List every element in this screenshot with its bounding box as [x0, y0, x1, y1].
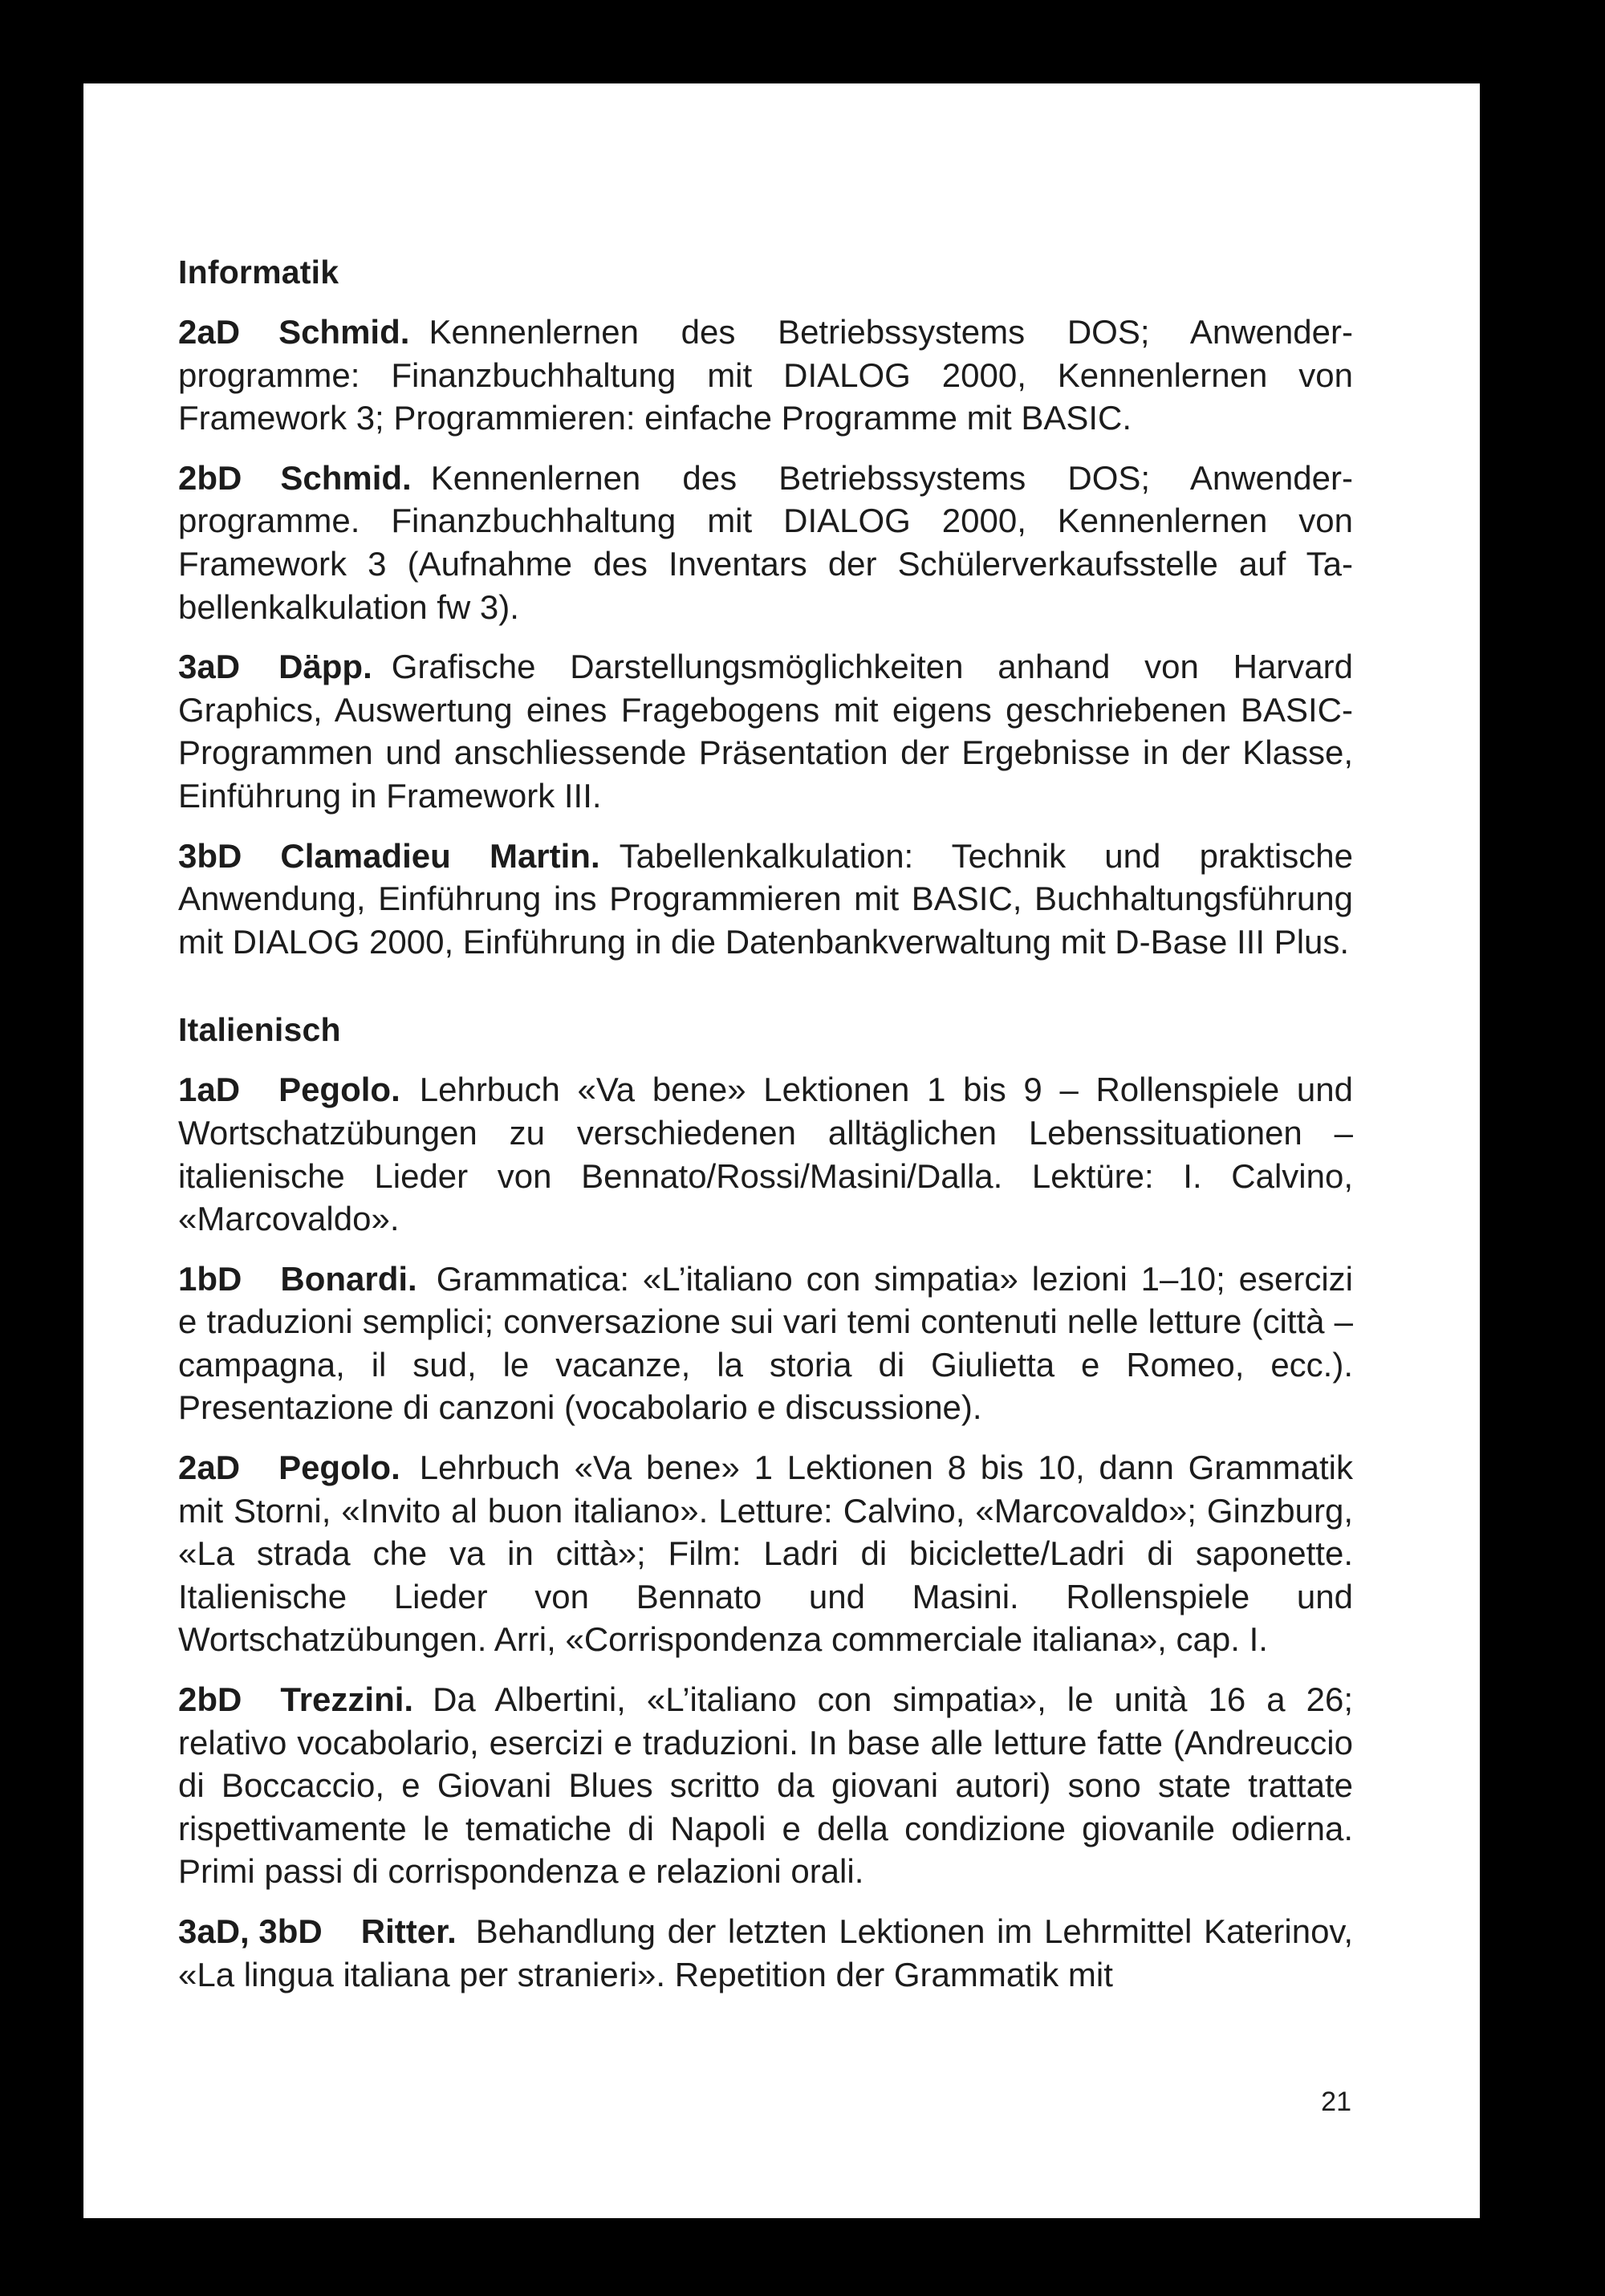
teacher-name: Clamadieu Martin. [280, 836, 600, 875]
course-entry [178, 457, 1353, 628]
class-code: 2aD [178, 313, 241, 351]
course-description: Da Albertini, «L’italiano con simpatia», le unità 16 a 26; relativo vocabolario, esercizi e traduzioni. In base alle letture fatte (Andreuccio di Boccaccio, e Giovani Blues scritto da giovani autori) sono state trattate rispettivamente le tematiche di Napoli e della condizione giovanile odierna. Primi passi di corrispondenza e relazioni orali. [178, 1680, 1353, 1891]
teacher-name: Trezzini. [280, 1680, 414, 1719]
course-entry [178, 1068, 1353, 1240]
teacher-name: Pegolo. [278, 1071, 400, 1109]
course-entry [178, 311, 1353, 440]
section-heading-italienisch: Italienisch [178, 1011, 341, 1049]
class-code: 1aD [178, 1071, 241, 1109]
class-code: 1bD [178, 1259, 242, 1298]
class-code: 2bD [178, 1680, 242, 1719]
class-code: 2aD [178, 1449, 241, 1487]
course-description: Grammatica: «L’italiano con simpatia» lezioni 1–10; esercizi e traduzioni semplici; conversazione sui vari temi contenuti nelle letture (città – campagna, il sud, le vacanze, la storia di Giulietta e Romeo, ecc.). Presentazione di canzoni (vocabolario e discussione). [178, 1259, 1353, 1427]
course-entry [178, 835, 1353, 964]
course-description: Lehrbuch «Va bene» 1 Lektionen 8 bis 10, dann Grammatik mit Storni, «Invito al buon italiano». Letture: Calvino, «Marcovaldo»; Ginzburg, «La strada che va in città»; Film: Ladri di biciclette/Ladri di saponette. Italienische Lieder von Bennato und Masini. Rollenspiele und Wortschatzübungen. Arri, «Corrispondenza commerciale italiana», cap. I. [178, 1449, 1353, 1659]
course-description: Kennenlernen des Betriebssystems DOS; Anwenderprogramme. Finanzbuchhaltung mit DIALOG 2000, Kennenlernen von Framework 3 (Aufnahme des Inventars der Schülerverkaufsstelle auf Tabellenkalkulation fw 3). [178, 458, 1353, 626]
teacher-name: Ritter. [360, 1912, 457, 1950]
course-entry [178, 645, 1353, 817]
course-entry [178, 1446, 1353, 1661]
course-description: Behandlung der letzten Lektionen im Lehrmittel Katerinov, «La lingua italiana per stranieri». Repetition der Grammatik mit [178, 1912, 1353, 1993]
course-entry [178, 1678, 1353, 1893]
course-description: Tabellenkalkulation: Technik und praktische Anwendung, Einführung ins Programmieren mit BASIC, Buchhaltungsführung mit DIALOG 2000, Einführung in die Datenbankverwaltung mit D-Base III Plus. [178, 836, 1353, 961]
course-entry [178, 1258, 1353, 1429]
teacher-name: Pegolo. [278, 1449, 400, 1487]
class-code: 2bD [178, 458, 242, 497]
page-content [178, 250, 1353, 2013]
page-number: 21 [1321, 2087, 1351, 2117]
class-code: 3bD [178, 836, 242, 875]
course-description: Grafische Darstellungsmöglichkeiten anhand von Harvard Graphics, Auswertung eines Fragebogens mit eigens geschriebenen BASIC-Programmen und anschliessende Präsentation der Ergebnisse in der Klasse, Einführung in Framework III. [178, 648, 1353, 815]
course-entry [178, 1910, 1353, 1996]
teacher-name: Schmid. [280, 458, 412, 497]
document-page [83, 83, 1480, 2218]
teacher-name: Däpp. [278, 648, 372, 686]
teacher-name: Bonardi. [280, 1259, 417, 1298]
section-heading-informatik: Informatik [178, 254, 339, 291]
class-code: 3aD [178, 648, 241, 686]
teacher-name: Schmid. [278, 313, 410, 351]
course-description: Kennenlernen des Betriebssystems DOS; Anwenderprogramme: Finanzbuchhaltung mit DIALOG 2000, Kennenlernen von Framework 3; Programmieren: einfache Programme mit BASIC. [178, 313, 1353, 437]
class-code: 3aD, 3bD [178, 1912, 323, 1950]
course-description: Lehrbuch «Va bene» Lektionen 1 bis 9 – Rollenspiele und Wortschatzübungen zu verschiedenen alltäglichen Lebenssituationen – italienische Lieder von Bennato/Rossi/Masini/Dalla. Lektüre: I. Calvino, «Marcovaldo». [178, 1071, 1353, 1238]
